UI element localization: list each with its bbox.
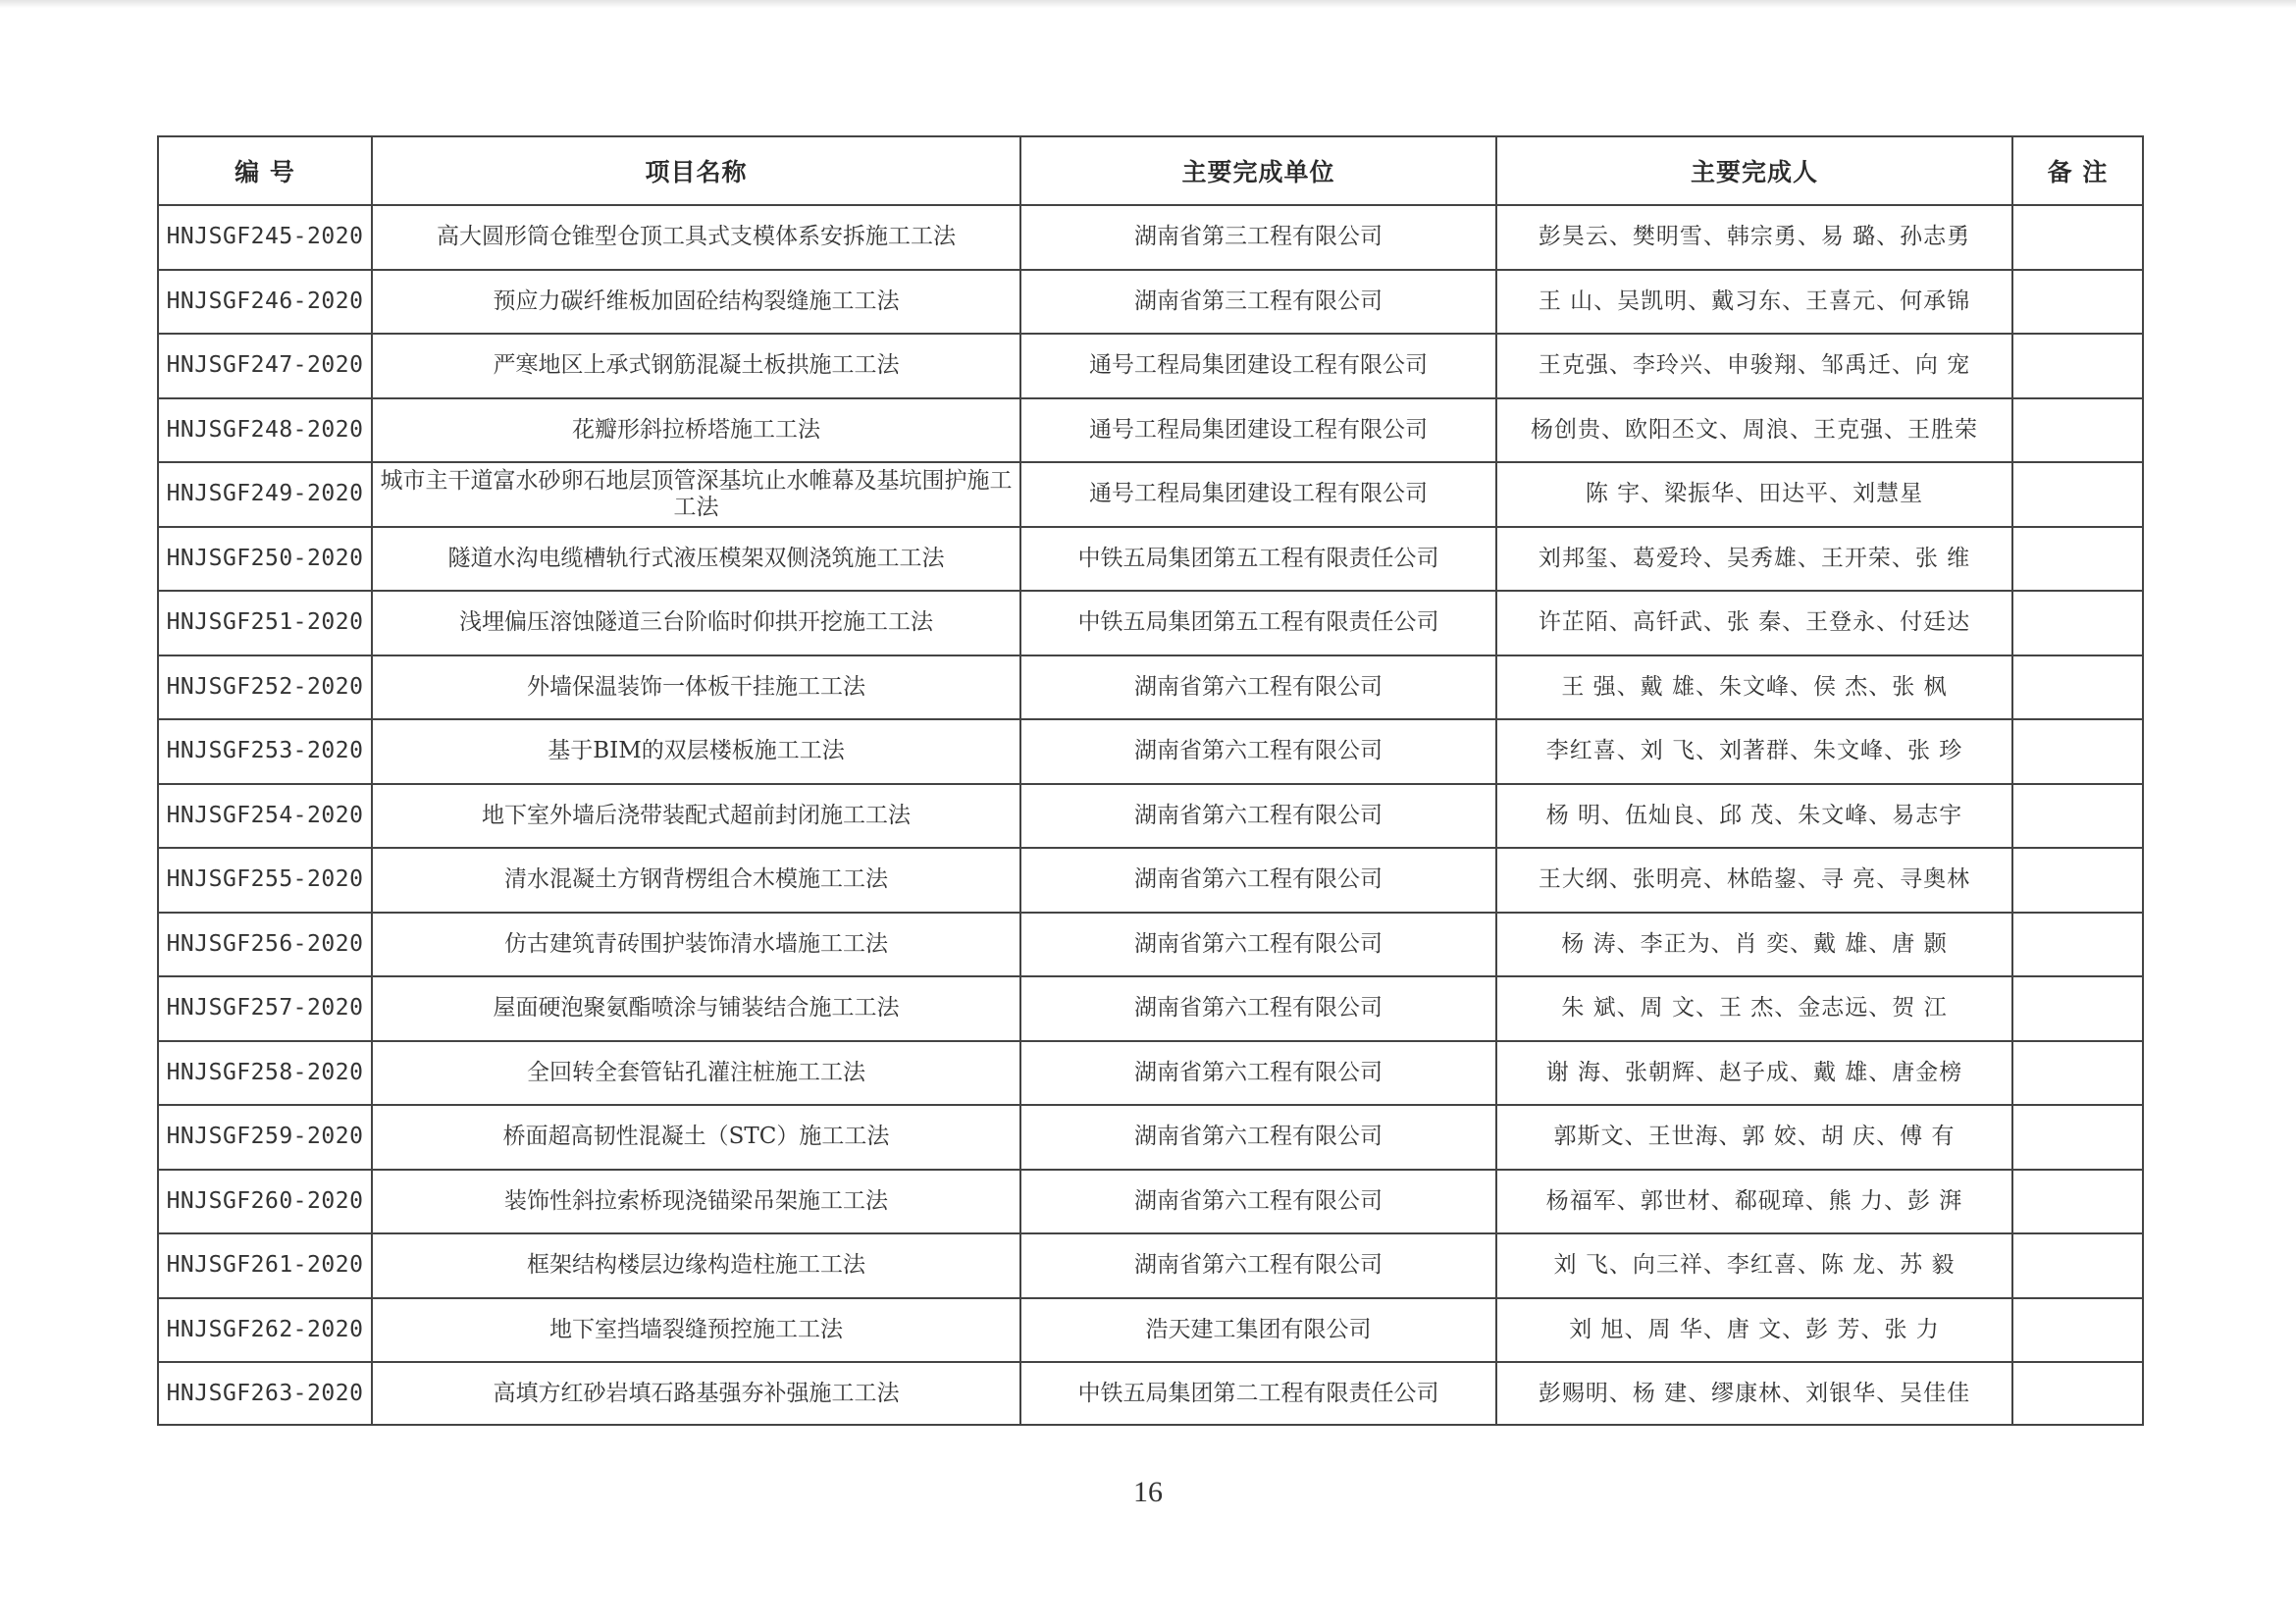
cell-code: HNJSGF252-2020 — [158, 655, 372, 720]
table-row — [158, 527, 2143, 592]
cell-remark — [2012, 1362, 2143, 1425]
cell-project-name: 全回转全套管钻孔灌注桩施工工法 — [372, 1041, 1020, 1106]
cell-remark — [2012, 270, 2143, 335]
table-row — [158, 655, 2143, 720]
header-remark: 备 注 — [2012, 136, 2143, 205]
table-row — [158, 334, 2143, 398]
cell-project-name: 隧道水沟电缆槽轨行式液压模架双侧浇筑施工工法 — [372, 527, 1020, 592]
cell-main-unit: 湖南省第六工程有限公司 — [1020, 655, 1496, 720]
cell-main-people: 朱 斌、周 文、王 杰、金志远、贺 江 — [1496, 976, 2012, 1041]
cell-project-name: 基于BIM的双层楼板施工工法 — [372, 719, 1020, 784]
table-row — [158, 784, 2143, 849]
cell-remark — [2012, 527, 2143, 592]
cell-main-unit: 通号工程局集团建设工程有限公司 — [1020, 334, 1496, 398]
cell-code: HNJSGF260-2020 — [158, 1170, 372, 1234]
cell-project-name: 高填方红砂岩填石路基强夯补强施工工法 — [372, 1362, 1020, 1425]
cell-main-people: 郭斯文、王世海、郭 姣、胡 庆、傅 有 — [1496, 1105, 2012, 1170]
cell-main-unit: 湖南省第六工程有限公司 — [1020, 719, 1496, 784]
cell-code: HNJSGF255-2020 — [158, 848, 372, 913]
scan-edge — [0, 0, 2296, 8]
cell-main-unit: 湖南省第六工程有限公司 — [1020, 913, 1496, 977]
cell-main-people: 刘邦玺、葛爱玲、吴秀雄、王开荣、张 维 — [1496, 527, 2012, 592]
cell-main-unit: 中铁五局集团第二工程有限责任公司 — [1020, 1362, 1496, 1425]
cell-project-name: 浅埋偏压溶蚀隧道三台阶临时仰拱开挖施工工法 — [372, 591, 1020, 655]
cell-remark — [2012, 1170, 2143, 1234]
cell-main-people: 杨 明、伍灿良、邱 茂、朱文峰、易志宇 — [1496, 784, 2012, 849]
table-row — [158, 1362, 2143, 1425]
cell-main-unit: 湖南省第六工程有限公司 — [1020, 1170, 1496, 1234]
cell-main-people: 杨福军、郭世材、郗砚璋、熊 力、彭 湃 — [1496, 1170, 2012, 1234]
cell-code: HNJSGF248-2020 — [158, 398, 372, 463]
table-row — [158, 270, 2143, 335]
cell-code: HNJSGF263-2020 — [158, 1362, 372, 1425]
table-row — [158, 719, 2143, 784]
cell-remark — [2012, 976, 2143, 1041]
cell-main-unit: 湖南省第三工程有限公司 — [1020, 205, 1496, 270]
table-row — [158, 913, 2143, 977]
cell-project-name: 桥面超高韧性混凝土（STC）施工工法 — [372, 1105, 1020, 1170]
cell-remark — [2012, 784, 2143, 849]
cell-main-people: 王 山、吴凯明、戴习东、王喜元、何承锦 — [1496, 270, 2012, 335]
method-award-table — [157, 135, 2144, 1426]
cell-remark — [2012, 655, 2143, 720]
cell-code: HNJSGF259-2020 — [158, 1105, 372, 1170]
header-project-name: 项目名称 — [372, 136, 1020, 205]
cell-code: HNJSGF254-2020 — [158, 784, 372, 849]
header-main-people: 主要完成人 — [1496, 136, 2012, 205]
cell-main-people: 彭昊云、樊明雪、韩宗勇、易 璐、孙志勇 — [1496, 205, 2012, 270]
cell-main-people: 杨创贵、欧阳丕文、周浪、王克强、王胜荣 — [1496, 398, 2012, 463]
cell-code: HNJSGF253-2020 — [158, 719, 372, 784]
cell-main-unit: 湖南省第六工程有限公司 — [1020, 976, 1496, 1041]
header-code: 编 号 — [158, 136, 372, 205]
cell-main-unit: 湖南省第六工程有限公司 — [1020, 1105, 1496, 1170]
cell-project-name: 仿古建筑青砖围护装饰清水墙施工工法 — [372, 913, 1020, 977]
cell-remark — [2012, 1105, 2143, 1170]
cell-code: HNJSGF249-2020 — [158, 462, 372, 527]
cell-remark — [2012, 334, 2143, 398]
cell-code: HNJSGF256-2020 — [158, 913, 372, 977]
cell-main-unit: 湖南省第六工程有限公司 — [1020, 848, 1496, 913]
cell-project-name: 框架结构楼层边缘构造柱施工工法 — [372, 1233, 1020, 1298]
cell-remark — [2012, 462, 2143, 527]
page-number: 16 — [1133, 1476, 1163, 1508]
cell-main-people: 王克强、李玲兴、申骏翔、邹禹迁、向 宠 — [1496, 334, 2012, 398]
cell-code: HNJSGF246-2020 — [158, 270, 372, 335]
cell-main-people: 刘 飞、向三祥、李红喜、陈 龙、苏 毅 — [1496, 1233, 2012, 1298]
cell-remark — [2012, 205, 2143, 270]
cell-remark — [2012, 719, 2143, 784]
cell-project-name: 地下室外墙后浇带装配式超前封闭施工工法 — [372, 784, 1020, 849]
cell-project-name: 清水混凝土方钢背楞组合木模施工工法 — [372, 848, 1020, 913]
cell-remark — [2012, 1233, 2143, 1298]
cell-code: HNJSGF251-2020 — [158, 591, 372, 655]
table-row — [158, 976, 2143, 1041]
cell-code: HNJSGF247-2020 — [158, 334, 372, 398]
cell-code: HNJSGF250-2020 — [158, 527, 372, 592]
cell-main-people: 王大纲、张明亮、林皓鋆、寻 亮、寻奥林 — [1496, 848, 2012, 913]
cell-main-people: 许芷陌、高钎武、张 秦、王登永、付廷达 — [1496, 591, 2012, 655]
table-row — [158, 1233, 2143, 1298]
cell-project-name: 外墙保温装饰一体板干挂施工工法 — [372, 655, 1020, 720]
cell-project-name: 花瓣形斜拉桥塔施工工法 — [372, 398, 1020, 463]
table-body — [158, 205, 2143, 1425]
cell-project-name: 地下室挡墙裂缝预控施工工法 — [372, 1298, 1020, 1363]
table-row — [158, 848, 2143, 913]
cell-main-people: 陈 宇、梁振华、田达平、刘慧星 — [1496, 462, 2012, 527]
table-row — [158, 1298, 2143, 1363]
cell-main-unit: 中铁五局集团第五工程有限责任公司 — [1020, 591, 1496, 655]
table-row — [158, 591, 2143, 655]
cell-project-name: 高大圆形筒仓锥型仓顶工具式支模体系安拆施工工法 — [372, 205, 1020, 270]
table-row — [158, 205, 2143, 270]
cell-main-people: 刘 旭、周 华、唐 文、彭 芳、张 力 — [1496, 1298, 2012, 1363]
cell-code: HNJSGF257-2020 — [158, 976, 372, 1041]
cell-main-unit: 湖南省第六工程有限公司 — [1020, 784, 1496, 849]
cell-remark — [2012, 1298, 2143, 1363]
cell-main-people: 王 强、戴 雄、朱文峰、侯 杰、张 枫 — [1496, 655, 2012, 720]
table-row — [158, 398, 2143, 463]
cell-main-unit: 湖南省第三工程有限公司 — [1020, 270, 1496, 335]
cell-code: HNJSGF245-2020 — [158, 205, 372, 270]
cell-remark — [2012, 848, 2143, 913]
cell-project-name: 城市主干道富水砂卵石地层顶管深基坑止水帷幕及基坑围护施工工法 — [372, 462, 1020, 527]
cell-main-people: 杨 涛、李正为、肖 奕、戴 雄、唐 颢 — [1496, 913, 2012, 977]
cell-remark — [2012, 913, 2143, 977]
cell-project-name: 严寒地区上承式钢筋混凝土板拱施工工法 — [372, 334, 1020, 398]
cell-main-unit: 中铁五局集团第五工程有限责任公司 — [1020, 527, 1496, 592]
cell-project-name: 预应力碳纤维板加固砼结构裂缝施工工法 — [372, 270, 1020, 335]
cell-project-name: 装饰性斜拉索桥现浇锚梁吊架施工工法 — [372, 1170, 1020, 1234]
table-row — [158, 1105, 2143, 1170]
cell-main-people: 彭赐明、杨 建、缪康林、刘银华、吴佳佳 — [1496, 1362, 2012, 1425]
table-row — [158, 1041, 2143, 1106]
cell-code: HNJSGF261-2020 — [158, 1233, 372, 1298]
cell-main-unit: 通号工程局集团建设工程有限公司 — [1020, 398, 1496, 463]
cell-main-people: 李红喜、刘 飞、刘著群、朱文峰、张 珍 — [1496, 719, 2012, 784]
cell-main-people: 谢 海、张朝辉、赵子成、戴 雄、唐金榜 — [1496, 1041, 2012, 1106]
cell-remark — [2012, 591, 2143, 655]
cell-remark — [2012, 1041, 2143, 1106]
header-main-unit: 主要完成单位 — [1020, 136, 1496, 205]
table-row — [158, 462, 2143, 527]
cell-main-unit: 湖南省第六工程有限公司 — [1020, 1233, 1496, 1298]
table-row — [158, 1170, 2143, 1234]
cell-main-unit: 湖南省第六工程有限公司 — [1020, 1041, 1496, 1106]
cell-main-unit: 通号工程局集团建设工程有限公司 — [1020, 462, 1496, 527]
cell-remark — [2012, 398, 2143, 463]
cell-code: HNJSGF258-2020 — [158, 1041, 372, 1106]
cell-main-unit: 浩天建工集团有限公司 — [1020, 1298, 1496, 1363]
table-header-row — [158, 136, 2143, 205]
cell-code: HNJSGF262-2020 — [158, 1298, 372, 1363]
cell-project-name: 屋面硬泡聚氨酯喷涂与铺装结合施工工法 — [372, 976, 1020, 1041]
